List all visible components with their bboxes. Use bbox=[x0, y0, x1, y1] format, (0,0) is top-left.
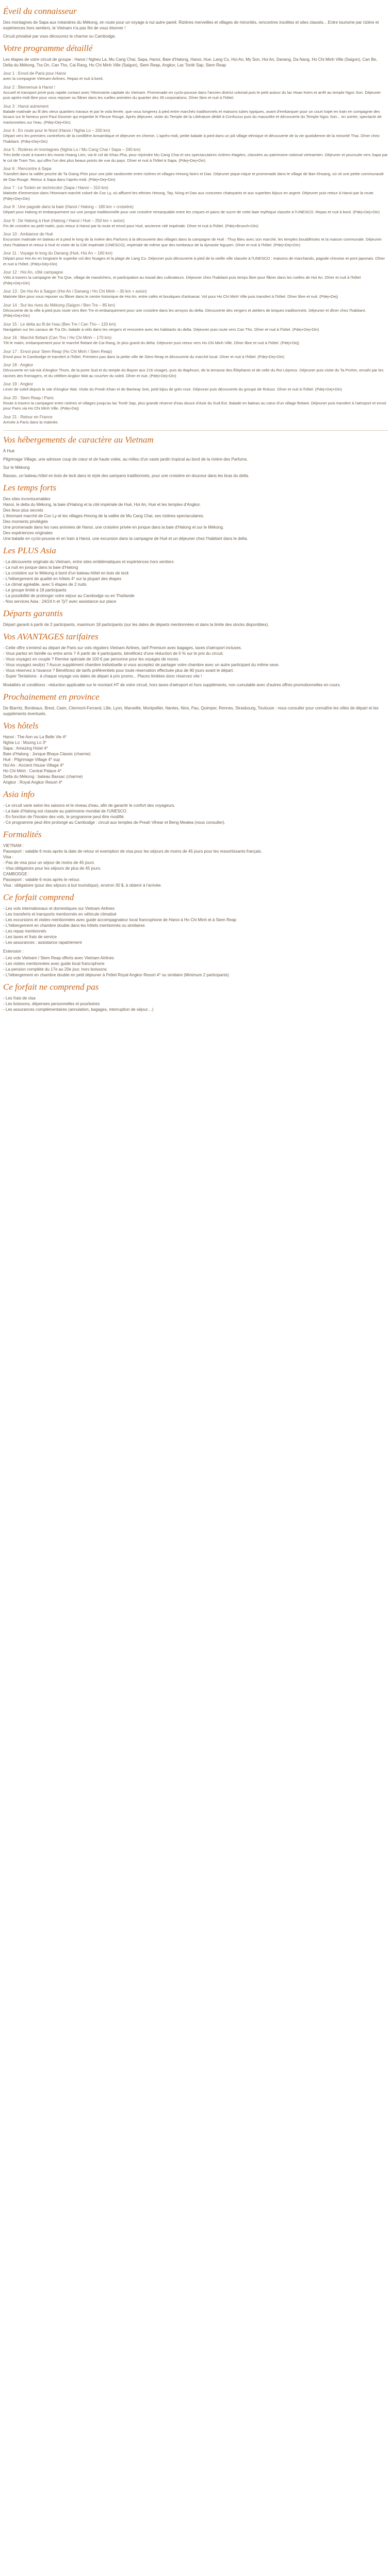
includes-item: - Les taxes et frais de service bbox=[3, 935, 57, 939]
day-item bbox=[3, 269, 388, 286]
day-description: Très belle route à travers les monts Hoang Lien, via le col de Khau Pha, pour rejoindre Mu Cang Chai et ses spectaculaires rizières étagées, classées au patrimoine national vietnamien. Déjeuner et poursuite vers Sapa par le col de Tram Ton, qui offre l'un des plus beaux points de vue du pays. Dîner et nuit à l'hôtel à Sapa. (Pdej+Dej+Din) bbox=[3, 152, 388, 163]
day-description: Vélo à travers la campagne de Tra Que, village de maraîchers, et participation au travail des cultivateurs. Déjeuner chez l'habitant puis temps libre pour flâner dans les ruelles de Hoi An. Dîner et nuit à l'hôtel. (Pdej+Dej+Din) bbox=[3, 275, 362, 285]
excludes-item: - Les assurances complémentaires (annulation, bagages, interruption de séjour…) bbox=[3, 1007, 154, 1012]
day-title: Jour 4 : En route pour le Nord (Hanoi / Nghia Lo – 200 km) bbox=[3, 128, 110, 133]
extension-list bbox=[3, 955, 388, 978]
formality-item: VIETNAM : bbox=[3, 843, 24, 848]
advantages-list bbox=[3, 645, 388, 679]
departures-text: Départ garanti à partir de 2 participants, maximum 18 participants (sur les dates de départs mentionnées et dans la limite des stocks disponibles). bbox=[3, 622, 269, 627]
day-item bbox=[3, 250, 388, 267]
day-title: Jour 20 : Siem Reap / Paris bbox=[3, 395, 54, 400]
hotel-item: Nghia Lo : Muong Lo 3* bbox=[3, 740, 47, 745]
day-title: Jour 8 : Une pagode dans la baie (Hanoi / Halong – 180 km + croisière) bbox=[3, 205, 134, 209]
day-title: Jour 9 : De Halong à Hué (Halong / Hanoi / Hué – 250 km + avion) bbox=[3, 218, 125, 223]
day-title: Jour 11 : Voyage le long du Danang (Hué, Hoi An – 160 km) bbox=[3, 251, 112, 256]
day-description: Découverte en tuk-tuk d'Angkor Thom, de la porte Sud et du temple du Bayon aux 216 visages, puis du Baphuon, de la terrasse des Éléphants et de celle du Roi Lépreux. Déjeuner puis visite du Ta Prohm, envahi par les racines des fromagers, et du célèbre Angkor Wat au coucher du soleil. Dîner et nuit. (Pdej+Dej+Din) bbox=[3, 368, 384, 378]
plus-title: Les PLUS Asia bbox=[3, 546, 56, 555]
formality-item: Visa : obligatoire (pour des séjours à but touristique), environ 30 $, à obtenir à l'arrivée. bbox=[3, 883, 162, 888]
hotel-item: Hanoi : The Ann ou La Belle Vie 4* bbox=[3, 735, 67, 739]
day-item bbox=[3, 395, 388, 412]
day-description: Départ pour Hoi An en longeant le superbe col des Nuages et la plage de Lang Co. Déjeuner puis découverte à pied de la vieille ville classée à l'UNESCO : maisons de marchands, pagode chinoise et pont japonais. Dîner et nuit à l'hôtel. (Pdej+Dej+Din) bbox=[3, 256, 385, 266]
day-item bbox=[3, 128, 388, 144]
cruise-paragraph: Sur le Mékong bbox=[3, 465, 30, 470]
day-title: Jour 14 : Sur les rives du Mékong (Saigon / Ben Tre – 85 km) bbox=[3, 302, 115, 308]
includes-item: - Les repas mentionnés bbox=[3, 929, 46, 934]
day-description: avec la compagnie Vietnam Airlines. Repas et nuit à bord. bbox=[3, 76, 104, 81]
advantage-item: - Cette offre s'entend au départ de Paris sur vols réguliers Vietnam Airlines, tarif Premium avec bagages, taxes d'aéroport incluses. bbox=[3, 646, 242, 650]
highlights-list bbox=[3, 496, 388, 541]
advantages-extra: Modalités et conditions : réduction applicable sur le montant HT de votre circuit, hors taxes d'aéroport et hors suppléments, non cumulable avec d'autres offres promotionnelles en cours. bbox=[3, 683, 341, 687]
asia-info-item: - Le circuit varie selon les saisons et le niveau d'eau, afin de garantir le confort des voyageurs. bbox=[3, 803, 175, 808]
highlight-item: Hanoi, le delta du Mékong, la baie d'Halong et la cité impériale de Hué, Hoi An, Hué et les temples d'Angkor. bbox=[3, 502, 201, 507]
formality-item: - Visa obligatoire pour les séjours de plus de 45 jours. bbox=[3, 866, 102, 871]
includes-item: - Les assurances : assistance rapatriement bbox=[3, 940, 82, 945]
program-intro: Les étapes de votre circuit de groupe : Hanoi / Ngheu La, Mu Cang Chai, Sapa, Hanoi, Baie d'Halong, Hanoi, Hue, Lang Co, Hoi An, My Son, Hoi An, Danang, Da Nang, Ho Chi Minh Ville (Saigon), Can Be, Delta du Mékong, Tra On, Can Tho, Cai Rang, Ho Chi Minh Ville (Saigon), Siem Reap, Angkor, Lac Tonlé Sap, Siem Reap bbox=[3, 57, 378, 67]
formality-item: - Pas de visa pour un séjour de moins de 45 jours bbox=[3, 860, 94, 865]
day-item bbox=[3, 335, 388, 346]
plus-item: - La possibilité de prolonger votre séjour au Cambodge ou en Thaïlande bbox=[3, 594, 135, 598]
day-item bbox=[3, 166, 388, 182]
intro-paragraph: Des montagnes de Sapa aux méandres du Mékong, en route pour un voyage à nul autre pareil. Rizières merveilles et villages de minorités, rencontres insolites et sites classés... Entre tourisme par rizière et expériences hors sentiers, le Vietnam n'a pas fini de vous étonner ! bbox=[3, 20, 379, 30]
asia-info-list bbox=[3, 803, 388, 825]
intro-title: Éveil du connaisseur bbox=[3, 6, 77, 16]
advantage-item: - Super Tentations : à chaque voyage vos dates de départ à prix promo... Places limitées donc réservez vite ! bbox=[3, 674, 202, 679]
day-item bbox=[3, 349, 388, 360]
asia-info-item: - La baie d'Halong est classée au patrimoine mondial de l'UNESCO. bbox=[3, 809, 127, 814]
day-title: Jour 3 : Hanoi autrement bbox=[3, 104, 49, 109]
program-title: Votre programme détaillé bbox=[3, 43, 93, 53]
hotel-item: Sapa : Amazing Hotel 4* bbox=[3, 746, 48, 751]
highlights-title: Les temps forts bbox=[3, 483, 56, 493]
cruise-title: Vos hébergements de caractère au Vietnam bbox=[3, 435, 154, 445]
day-title: Jour 5 : Rizières et montagnes (Nghia Lo / Mu Cang Chai / Sapa – 240 km) bbox=[3, 147, 141, 152]
price-includes-title: Ce forfait comprend bbox=[3, 892, 74, 902]
extension-item: - Les vols Vietnam / Siem Reap offerts avec Vietnam Airlines bbox=[3, 956, 114, 960]
asia-info-item: - Ce programme peut être prolongé au Cambodge : circuit aux temples de Preah Vihear et Beng Mealea (nous consulter). bbox=[3, 820, 225, 825]
next-departures-title: Prochainement en province bbox=[3, 692, 100, 702]
day-description: Matinée libre pour vous reposer ou flâner dans le centre historique de Hoi An, entre cafés et boutiques d'artisanat. Vol pour Ho Chi Minh Ville puis transfert à l'hôtel. Dîner libre et nuit. (Pdej+Dej) bbox=[3, 294, 338, 299]
includes-item: - Les vols internationaux et domestiques sur Vietnam Airlines bbox=[3, 906, 115, 911]
day-title: Jour 2 : Bienvenue à Hanoi ! bbox=[3, 84, 55, 90]
highlight-item: Une promenade dans les rues animées de Hanoi, une croisière privée en jonque dans la baie d'Halong et sur le Mékong. bbox=[3, 525, 224, 530]
highlight-item: Des moments privilégiés bbox=[3, 519, 48, 524]
day-title: Jour 15 : Le delta au fil de l'eau (Ben Tre / Can Tho – 120 km) bbox=[3, 321, 116, 327]
hotel-item: Angkor : Royal Angkor Resort 4* bbox=[3, 780, 63, 785]
day-title: Jour 21 : Retour en France bbox=[3, 414, 53, 419]
page bbox=[0, 0, 391, 1012]
day-description: Fin de croisière au petit matin, puis retour à Hanoi par la route et envol pour Hué, ancienne cité impériale. Dîner et nuit à l'hôtel. (Pdej+Brunch+Din) bbox=[3, 223, 258, 228]
day-description: Matinée d'immersion dans l'étonnant marché coloré de Coc Ly, où affluent les ethnies Hmong, Tay, Nùng et Dao aux costumes chatoyants et aux superbes bijoux en argent. Déjeuner puis retour à Hanoi par la route. (Pdej+Dej+Din) bbox=[3, 191, 374, 201]
formality-item: Passeport : valable 6 mois après la date de retour et exemption de visa pour les séjours de moins de 45 jours pour les ressortissants français. bbox=[3, 849, 263, 854]
formality-item: CAMBODGE : bbox=[3, 872, 30, 876]
day-item bbox=[3, 185, 388, 201]
formality-item: Passeport : valable 6 mois après le retour. bbox=[3, 877, 80, 882]
cruise-paragraph: Bassac, un bateau hôtel en bois de teck dans le style des sampans traditionnels, pour une croisière en douceur dans les bras du delta. bbox=[3, 473, 250, 478]
hotel-item: Hoi An : Ancient House Village 4* bbox=[3, 763, 64, 768]
day-title: Jour 18 : Angkor bbox=[3, 363, 34, 367]
advantage-item: - Vous réservez à l'avance ? Bénéficiez de tarifs préférentiels pour toute réservation effectuée plus de 90 jours avant le départ. bbox=[3, 668, 234, 673]
plus-item: - L'hébergement de qualité en hôtels 4* sur la plupart des étapes bbox=[3, 577, 122, 581]
includes-item: - Les excursions et visites mentionnées avec guide accompagnateur local francophone de Hanoi à Ho Chi Minh et à Siem Reap bbox=[3, 918, 237, 922]
day-item bbox=[3, 218, 388, 229]
plus-list bbox=[3, 559, 388, 604]
day-title: Jour 17 : Envol pour Siem Reap (Ho Chi Minh / Siem Reap) bbox=[3, 349, 112, 354]
intro-paragraph: Circuit privatisé par vous découvrez le charme ou Cambodge. bbox=[3, 34, 116, 39]
day-title: Jour 1 : Envol de Paris pour Hanoi bbox=[3, 71, 66, 76]
day-description: Départ pour Halong et embarquement sur une jonque traditionnelle pour une croisière remarquable entre les criques et pains de sucre de cette baie mythique classée à l'UNESCO. Repas et nuit à bord. (Pdej+Dej+Din) bbox=[3, 210, 380, 214]
highlight-item: Des lieux plus secrets bbox=[3, 508, 43, 513]
day-title: Jour 12 : Hoi An, côté campagne bbox=[3, 270, 63, 275]
divider bbox=[3, 430, 388, 431]
day-description: Route à travers la campagne entre rizières et villages jusqu'au lac Tonlé Sap, plus grande réserve d'eau douce d'Asie du Sud-Est. Balade en bateau au cœur d'un village flottant. Déjeuner puis transfert à l'aéroport et envol pour Paris via Ho Chi Minh Ville. (Pdej+Dej) bbox=[3, 400, 386, 411]
day-list bbox=[3, 71, 388, 425]
day-description: Lever de soleil depuis le site d'Angkor Wat. Visite du Preah Khan et de Banteay Srei, petit bijou de grès rose. Déjeuner puis découverte du groupe de Roluos. Dîner et nuit à l'hôtel. (Pdej+Dej+Din) bbox=[3, 387, 342, 392]
day-item bbox=[3, 381, 388, 393]
hotel-item: Ho Chi Minh : Central Palace 4* bbox=[3, 769, 61, 773]
extension-item: - La pension complète du 17e au 20e jour, hors boissons bbox=[3, 967, 107, 972]
advantages-title: Vos AVANTAGES tarifaires bbox=[3, 632, 99, 641]
day-item bbox=[3, 321, 388, 333]
plus-item: - La croisière sur le Mékong à bord d'un bateau-hôtel en bois de teck bbox=[3, 571, 129, 575]
plus-item: - La découverte originale du Vietnam, entre sites emblématiques et expériences hors sentiers bbox=[3, 560, 174, 564]
day-description: Navigation sur les canaux de Tra On, balade à vélo dans les vergers et rencontre avec les habitants du delta. Déjeuner puis route vers Can Tho. Dîner et nuit à l'hôtel. (Pdej+Dej+Din) bbox=[3, 327, 319, 332]
day-item bbox=[3, 147, 388, 163]
asia-info-title: Asia info bbox=[3, 789, 35, 799]
cruise-paragraph: À Hué bbox=[3, 449, 15, 453]
formalities-list bbox=[3, 843, 388, 888]
highlight-item: L'étonnant marché de Coc Ly et les villages Hmong de la vallée de Mu Cang Chai, ses rizières spectaculaires. bbox=[3, 514, 204, 518]
day-item bbox=[3, 71, 388, 82]
includes-item: - L'hébergement en chambre double dans les hôtels mentionnés ou similaires bbox=[3, 923, 145, 928]
day-title: Jour 10 : Ambiance de Hué bbox=[3, 232, 53, 236]
day-item bbox=[3, 204, 388, 215]
day-description: Excursion matinale en bateau et à pied le long de la rivière des Parfums à la découverte des villages dans la campagne de Hué : Thuy Bieu avec son marché, les temples bouddhistes et la maison communale. Déjeuner chez l'habitant et retour à Hué et visite de la Cité impériale (UNESCO), impériale de même que des tombeaux de la dynastie Nguyen. Dîner et nuit à l'hôtel. (Pdej+Dej+Din) bbox=[3, 237, 382, 247]
advantage-item: - Vous voyagez seul(e) ? Aucun supplément chambre individuelle si vous acceptez de partager votre chambre avec un autre participant du même sexe. bbox=[3, 663, 280, 667]
day-item bbox=[3, 289, 388, 300]
day-item bbox=[3, 362, 388, 379]
hotel-item: Baie d'Halong : Jonque Bhaya Classic (charme) bbox=[3, 752, 91, 756]
price-excludes-title: Ce forfait ne comprend pas bbox=[3, 982, 99, 992]
day-description: Arrivée à Paris dans la matinée. bbox=[3, 419, 59, 425]
day-title: Jour 6 : Rencontre à Sapa bbox=[3, 166, 52, 171]
extension-item: - L'hébergement en chambre double en petit déjeuner à l'hôtel Royal Angkor Resort 4* ou similaire (Minimum 2 participants) bbox=[3, 973, 229, 977]
day-description: Transfert dans la vallée proche de Ta Giang Phìn pour une jolie randonnée entre rizières et villages Hmong Noirs et Dao. Déjeuner pique-nique et promenade dans le village de Ban Khoang, où vit une petite communauté de Dao Rouge. Retour à Sapa dans l'après-midi. (Pdej+Dej+Din) bbox=[3, 172, 384, 182]
hotel-item: Hué : Pilgrimage Village 4* sup bbox=[3, 757, 60, 762]
day-title: Jour 13 : De Hoi An à Saigon (Hoi An / Danang / Ho Chi Minh – 30 km + avion) bbox=[3, 289, 147, 294]
day-description: Tôt le matin, embarquement pour le marché flottant de Cai Rang, le plus grand du delta. Déjeuner puis retour vers Ho Chi Minh Ville. Dîner libre et nuit à l'hôtel. (Pdej+Dej) bbox=[3, 341, 299, 345]
hotels-list bbox=[3, 734, 388, 785]
extension-title: Extension : bbox=[3, 949, 24, 954]
plus-item: - La nuit en jonque dans la baie d'Halong bbox=[3, 565, 78, 570]
formality-item: Visa : bbox=[3, 855, 13, 859]
day-description: Envol pour le Cambodge et transfert à l'hôtel. Premiers pas dans la petite ville de Siem Reap et découverte du marché local. Dîner et nuit à l'hôtel. (Pdej+Dej+Din) bbox=[3, 354, 285, 359]
day-title: Jour 7 : Le Tonkin en technicolor (Sapa / Hanoi – 310 km) bbox=[3, 185, 108, 190]
departures-title: Départs garantis bbox=[3, 608, 63, 618]
day-description: Découverte de la ville à pied puis route vers Ben Tre et embarquement pour une croisière dans les arroyos du delta. Découverte des vergers et ateliers de briques traditionnels. Déjeuner et dîner chez l'habitant. (Pdej+Dej+Din) bbox=[3, 308, 366, 318]
highlight-item: Des sites incontournables bbox=[3, 497, 51, 501]
price-includes-list bbox=[3, 906, 388, 945]
asia-info-item: - En fonction de l'horaire des vols, le programme peut être modifié. bbox=[3, 815, 125, 819]
hotel-item: Delta du Mékong : bateau Bassac (charme) bbox=[3, 774, 83, 779]
plus-item: - Nos services Asia : 24/24 h et 7j/7 avec assistance sur place bbox=[3, 599, 117, 604]
day-item bbox=[3, 84, 388, 101]
plus-item: - Le climat agréable, avec 5 étapes de 2 nuits bbox=[3, 582, 87, 587]
cruise-paragraph: Pilgrimage Village, une adresse coup de cœur et de haute volée, au milieu d'un vaste jardin tropical au bord de la rivière des Parfums. bbox=[3, 457, 248, 462]
day-title: Jour 19 : Angkor bbox=[3, 382, 34, 386]
day-description: Balade matinale au fil des vieux quartiers travaux et par le vola ferrée, que vous longerez à pied entre marchés traditionnels et maisons tubes typiques, avant d'embarquer pour un court trajet en train en compagnie des locaux sur le fameux pont Paul Doumer qui enjambe le Fleuve Rouge. Après déjeuner, visite du Temple de la Littérature dédié à Confucius puis du mausolée et découverte du Temple Ngoc Son... en soirée, spectacle de marionnettes sur l'eau. (Pdej+Dej+Din) bbox=[3, 109, 382, 125]
formalities-title: Formalités bbox=[3, 829, 42, 839]
hotels-title: Vos hôtels bbox=[3, 721, 39, 731]
highlight-item: Une balade en cyclo-pousse et en train à Hanoi, une excursion dans la campagne de Hué et un déjeuner chez l'habitant dans le delta. bbox=[3, 536, 248, 541]
day-description: Accueil et transport privé puis rapide contact avec l'étonnante capitale du Vietnam. Promenade en cyclo-pousse dans l'ancien district colonial puis le petit autour du lac Hoan Kiem et arrêt au temple Ngoc Son. Déjeuner puis après-midi libre pour vous reposer ou flâner dans les ruelles animées du quartier des 36 corporations. Dîner libre et nuit à l'hôtel. bbox=[3, 90, 381, 100]
advantage-item: - Vous partez en famille ou entre amis ? À partir de 4 participants, bénéficiez d'une réduction de 5 % sur le prix du circuit. bbox=[3, 651, 224, 656]
advantage-item: - Vous voyagez en couple ? Remise spéciale de 100 € par personne pour les voyages de noces. bbox=[3, 657, 180, 662]
day-description: Départ vers les premiers contreforts de la cordillère Annamitique et déjeuner en chemin. L'après-midi, petite balade à pied dans un joli village ethnique et découverte de la vie quotidienne de la minorité Thai. Dîner chez l'habitant. (Pdej+Dej+Din) bbox=[3, 133, 380, 144]
price-excludes-list bbox=[3, 995, 388, 1012]
day-title: Jour 16 : Marché flottant (Can Tho / Ho Chi Minh – 170 km) bbox=[3, 335, 112, 340]
plus-item: - Le groupe limité à 18 participants bbox=[3, 588, 67, 592]
day-item bbox=[3, 414, 388, 426]
excludes-item: - Les boissons, dépenses personnelles et pourboires bbox=[3, 1002, 100, 1006]
highlight-item: Des expériences originales bbox=[3, 531, 53, 535]
next-departures-text: De Biarritz, Bordeaux, Brest, Caen, Clermont-Ferrand, Lille, Lyon, Marseille, Montpellier, Nantes, Nice, Pau, Quimper, Rennes, Strasbourg, Toulouse : nous consulter pour connaître les villes de départ et les suppléments éventuels. bbox=[3, 706, 379, 716]
day-item bbox=[3, 302, 388, 319]
includes-item: - Les transferts et transports mentionnés en véhicule climatisé bbox=[3, 912, 117, 917]
day-item bbox=[3, 231, 388, 248]
day-item bbox=[3, 104, 388, 126]
excludes-item: - Les frais de visa bbox=[3, 996, 36, 1001]
extension-item: - Les visites mentionnées avec guide local francophone bbox=[3, 961, 105, 966]
